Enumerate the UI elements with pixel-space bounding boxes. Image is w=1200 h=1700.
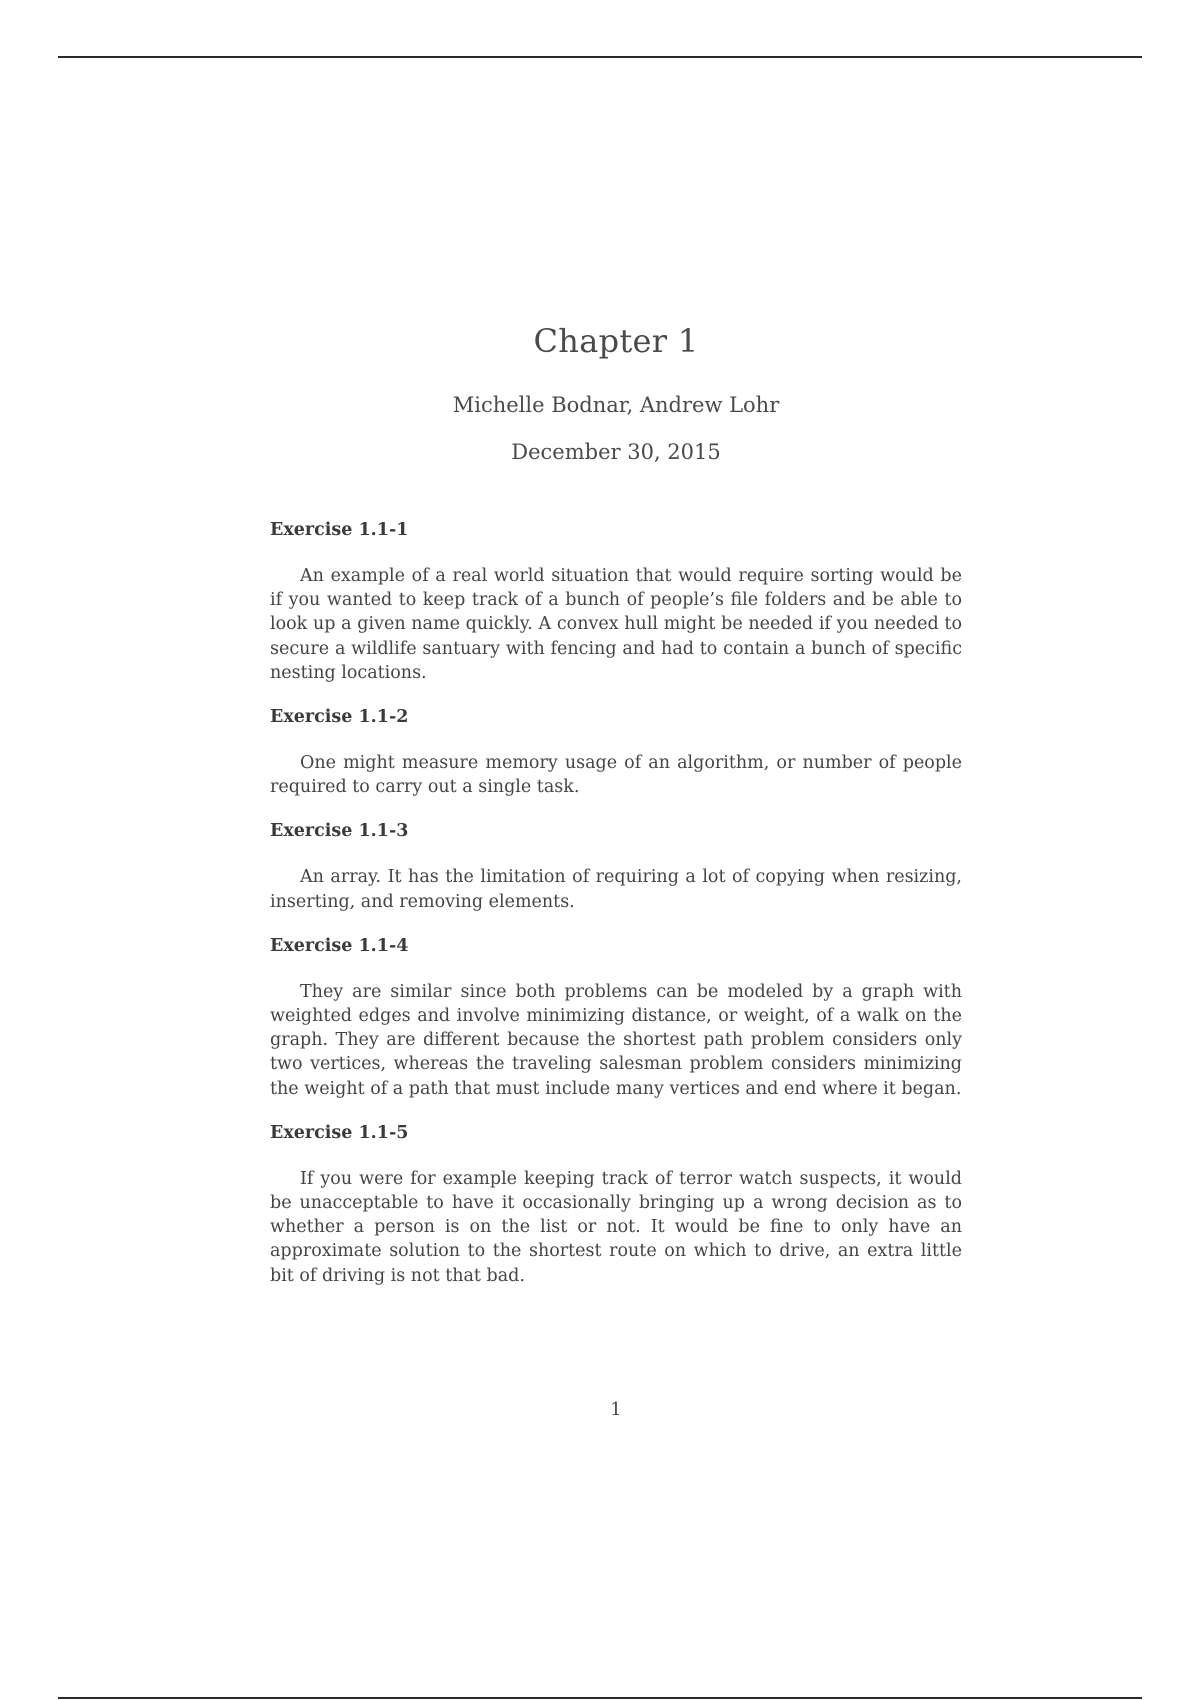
chapter-title: Chapter 1	[533, 322, 699, 360]
authors: Michelle Bodnar, Andrew Lohr	[452, 393, 780, 417]
exercise-body: An example of a real world situation that would require sorting would be if you wanted to keep track of a bunch of people’s file folders and be able to look up a given name quickly. A convex hull might be needed if you needed to secure a wildlife santuary with fencing and had to contain a bunch of specific nesting locations.	[270, 566, 962, 683]
exercise-1-1-3	[270, 817, 962, 913]
exercise-heading: Exercise 1.1-1	[270, 520, 409, 540]
date: December 30, 2015	[511, 440, 721, 464]
exercise-body: An array. It has the limitation of requiring a lot of copying when resizing, inserting, and removing elements.	[270, 867, 962, 912]
exercise-1-1-5	[270, 1119, 962, 1288]
top-rule	[58, 56, 1142, 58]
exercise-1-1-1	[270, 516, 962, 685]
exercise-heading: Exercise 1.1-4	[270, 935, 409, 956]
exercise-1-1-4	[270, 932, 962, 1101]
bottom-rule	[58, 1697, 1142, 1699]
exercise-list	[270, 516, 962, 1306]
page-number: 1	[610, 1400, 622, 1420]
exercise-body: One might measure memory usage of an algorithm, or number of people required to carry out a single task.	[270, 753, 962, 798]
exercise-heading: Exercise 1.1-5	[270, 1122, 409, 1143]
exercise-body: If you were for example keeping track of terror watch suspects, it would be unacceptable to have it occasionally bringing up a wrong decision as to whether a person is on the list or not. It would be fine to only have an approximate solution to the shortest route on which to drive, an extra little bit of driving is not that bad.	[270, 1168, 962, 1286]
exercise-1-1-2	[270, 703, 962, 799]
exercise-heading: Exercise 1.1-3	[270, 821, 409, 842]
exercise-body: They are similar since both problems can be modeled by a graph with weighted edges and involve minimizing distance, or weight, of a walk on the graph. They are different because the shortest path problem considers only two vertices, whereas the traveling salesman problem considers minimizing the weight of a path that must include many vertices and end where it began.	[270, 981, 962, 1099]
exercise-heading: Exercise 1.1-2	[270, 707, 409, 728]
